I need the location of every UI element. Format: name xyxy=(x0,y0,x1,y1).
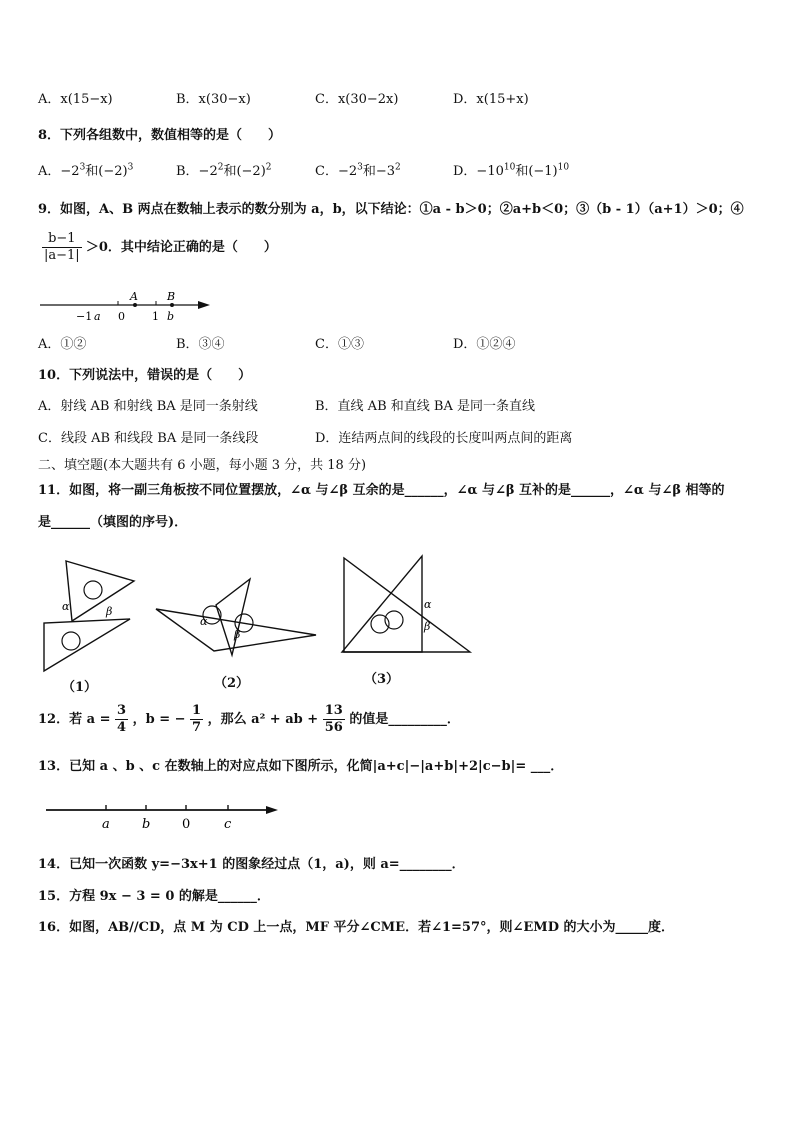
q13-number-line xyxy=(44,800,280,834)
q11-fig1-beta: β xyxy=(106,605,113,618)
q11-figure-1 xyxy=(38,555,138,673)
section-2-heading: 二、填空题(本大题共有 6 小题，每小题 3 分，共 18 分) xyxy=(38,458,367,473)
q13-tick-0: 0 xyxy=(182,817,191,832)
q11-figure-3-label: （3） xyxy=(364,672,400,687)
q13-stem: 13．已知 a 、b 、c 在数轴上的对应点如下图所示，化简|a+c|−|a+b|+2|c−b|= ___． xyxy=(38,759,564,774)
q9-number-line xyxy=(36,288,216,324)
q9-stem-tail: ＞0．其中结论正确的是（ ） xyxy=(85,240,277,255)
q8-option-c: C．$-2^3$和$-3^2$ xyxy=(315,162,401,179)
q9-tick-b: b xyxy=(167,310,175,323)
q9-option-d: D．①②④ xyxy=(453,337,516,352)
q9-point-B: B xyxy=(167,290,176,303)
q11-figure-2 xyxy=(152,575,322,660)
q7-option-b: B．x(30−x) xyxy=(176,92,251,107)
q11-figure-3 xyxy=(338,552,474,656)
q9-tick-0: 0 xyxy=(118,310,125,323)
q13-tick-c: c xyxy=(224,817,232,832)
q10-option-c: C．线段 AB 和线段 BA 是同一条线段 xyxy=(38,431,259,446)
q11-fig1-alpha: α xyxy=(62,600,70,613)
q11-line-2: 是______（填图的序号)． xyxy=(38,515,188,530)
q8-option-a: A．$-2^3$和$(-2)^3$ xyxy=(38,162,134,179)
q9-stem-cont xyxy=(42,231,277,264)
q8-option-b: B．$-2^2$和$(-2)^2$ xyxy=(176,162,272,179)
q9-option-a: A．①② xyxy=(38,337,87,352)
q9-tick-neg1: −1 xyxy=(76,310,93,323)
q7-option-a: A．x(15−x) xyxy=(38,92,113,107)
q13-tick-b: b xyxy=(142,817,151,832)
q9-point-A: A xyxy=(130,290,138,303)
q11-fig2-alpha: α xyxy=(200,615,208,628)
q12-frac-a: $\frac{3}{4}$ xyxy=(117,703,127,735)
q11-fig3-alpha: α xyxy=(424,598,432,611)
q9-stem: 9．如图，A、B 两点在数轴上表示的数分别为 a，b，以下结论：①a - b＞0；②a+b＜0；③（b - 1）（a+1）＞0；④ xyxy=(38,202,744,217)
q9-tick-a: a xyxy=(94,310,101,323)
q10-stem: 10．下列说法中，错误的是（ ） xyxy=(38,368,252,383)
q12-frac-c: $\frac{13}{56}$ xyxy=(324,703,343,735)
q9-tick-1: 1 xyxy=(152,310,159,323)
q12-stem: 12．若 a = $\frac{3}{4}$ ，b = − $\frac{1}{7}$ ，那么 a² + ab + $\frac{13}{56}$ 的值是_________． xyxy=(38,703,460,735)
q11-figure-2-label: （2） xyxy=(214,676,250,691)
q11-figure-1-label: （1） xyxy=(62,680,98,695)
q9-option-b: B．③④ xyxy=(176,337,225,352)
q15-stem: 15．方程 9x − 3 = 0 的解是______． xyxy=(38,889,270,904)
q7-option-d: D．x(15+x) xyxy=(453,92,529,107)
q11-line-1: 11．如图，将一副三角板按不同位置摆放，∠α 与∠β 互余的是______，∠α 与∠β 互补的是______，∠α 与∠β 相等的 xyxy=(38,483,725,498)
q13-tick-a: a xyxy=(102,817,110,832)
q9-fraction: $\frac{b-1}{|a-1|}$ xyxy=(44,231,80,263)
q11-fig3-beta: β xyxy=(424,620,431,633)
q10-option-a: A．射线 AB 和射线 BA 是同一条射线 xyxy=(38,399,258,414)
q10-option-b: B．直线 AB 和直线 BA 是同一条直线 xyxy=(315,399,535,414)
q8-option-d: D．$-10^{10}$和$(-1)^{10}$ xyxy=(453,162,570,179)
q7-option-c: C．x(30−2x) xyxy=(315,92,399,107)
q12-frac-b: $\frac{1}{7}$ xyxy=(192,703,202,735)
q11-fig2-beta: β xyxy=(234,628,241,641)
q8-stem: 8．下列各组数中，数值相等的是（ ） xyxy=(38,128,282,143)
q16-stem: 16．如图，AB//CD，点 M 为 CD 上一点，MF 平分∠CME．若∠1=57°，则∠EMD 的大小为_____度． xyxy=(38,920,674,935)
q10-option-d: D．连结两点间的线段的长度叫两点间的距离 xyxy=(315,431,573,446)
q14-stem: 14．已知一次函数 y=−3x+1 的图象经过点（1，a)，则 a=________． xyxy=(38,857,465,872)
q9-option-c: C．①③ xyxy=(315,337,364,352)
